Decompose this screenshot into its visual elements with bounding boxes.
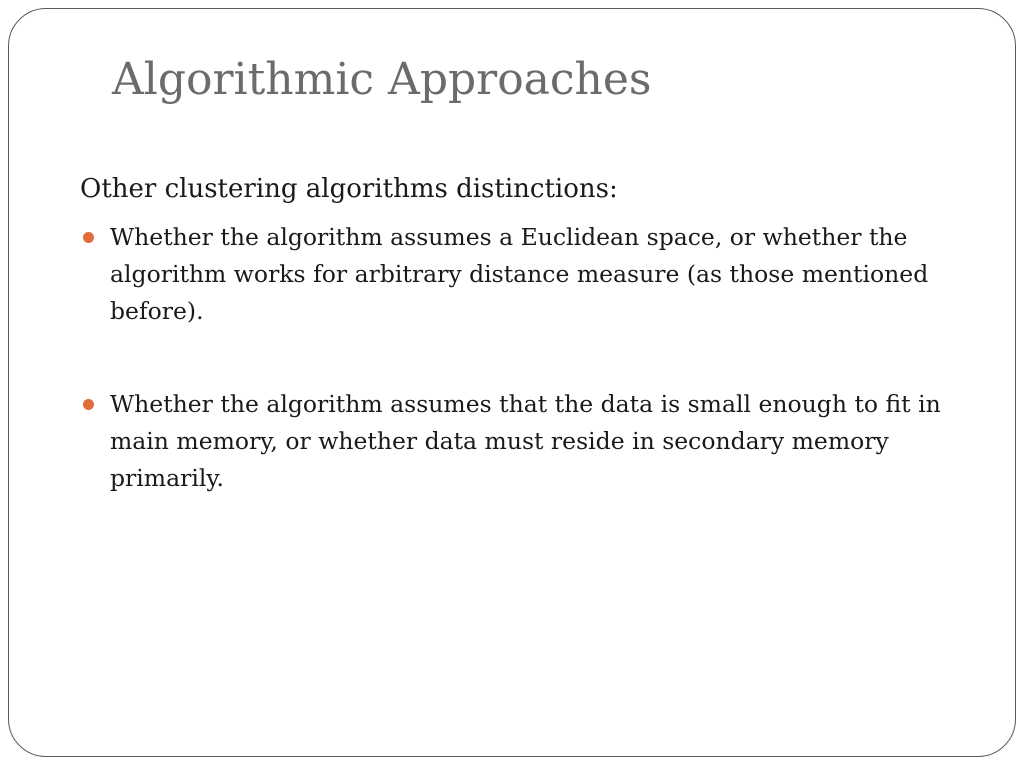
bullet-item: [80, 386, 980, 497]
slide-title: Algorithmic Approaches: [112, 54, 652, 105]
bullet-text: Whether the algorithm assumes a Euclidean space, or whether the algorithm works for arbitrary distance measure (as those mentioned before).: [110, 223, 929, 325]
bullet-text: Whether the algorithm assumes that the data is small enough to fit in main memory, or whether data must reside in secondary memory primarily.: [110, 390, 941, 492]
intro-text: Other clustering algorithms distinctions:: [80, 174, 618, 204]
bullet-list: [80, 219, 980, 497]
bullet-item: [80, 219, 980, 330]
bullet-dot-icon: [83, 232, 94, 243]
bullet-dot-icon: [83, 399, 94, 410]
